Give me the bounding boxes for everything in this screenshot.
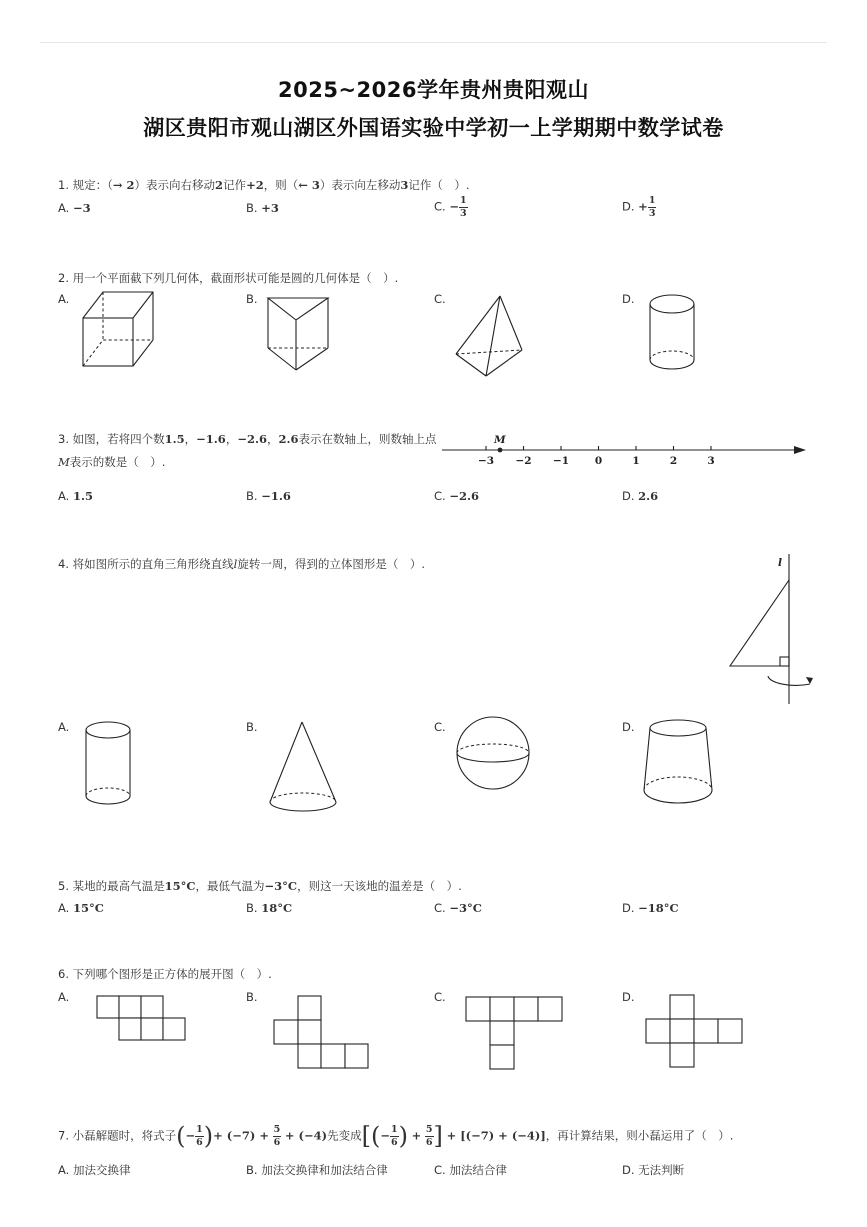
cone-option-figure <box>266 720 340 816</box>
q3-option-b[interactable]: B. −1.6 <box>246 489 291 503</box>
fraction: $\frac{1}{6}$ <box>390 1124 398 1148</box>
q3-option-d[interactable]: D. 2.6 <box>622 489 659 503</box>
number-line-tick-label: −3 <box>477 455 495 467</box>
triangular-prism-figure <box>262 292 334 372</box>
q7-option-b[interactable]: B. 加法交换律和加法结合律 <box>246 1163 388 1177</box>
fraction: $\frac{5}{6}$ <box>425 1124 433 1148</box>
question-1-text: 1. 规定：（→ 2）表示向右移动2记作+2，则（← 3）表示向左移动3记作（ ）. <box>58 178 470 192</box>
number-line-tick-label: 3 <box>707 455 715 467</box>
net-option-b-figure <box>273 995 371 1071</box>
q7-option-c[interactable]: C. 加法结合律 <box>434 1163 507 1177</box>
number-line-tick-label: 2 <box>669 455 678 467</box>
q4-option-d[interactable]: D. <box>622 720 635 734</box>
q6-option-d[interactable]: D. <box>622 990 635 1004</box>
number-line-tick-label: 1 <box>632 455 640 467</box>
arrow-head-icon <box>794 446 806 454</box>
q5-option-c[interactable]: C. −3°C <box>434 901 482 915</box>
net-option-d-figure <box>645 994 743 1068</box>
pyramid-figure <box>448 292 528 382</box>
fraction: $\frac{1}{3}$ <box>459 195 467 219</box>
fraction: $\frac{5}{6}$ <box>273 1124 281 1148</box>
question-7-text: 7. 小磊解题时，将式子(− $\frac{1}{6}$ )+ (−7) + $\frac{5}{6}$ + (−4)先变成[(− $\frac{1}{6}$ ) + $\frac{5}{6}$ ] + [(−7) + (−4)]，再计算结果，则小磊运用了（ ）. <box>58 1122 734 1150</box>
net-option-a-figure <box>96 995 188 1043</box>
number-line-tick-label: 0 <box>594 455 603 467</box>
number-line-tick-label: −2 <box>515 455 532 467</box>
exam-title-line1: 2025~2026学年贵州贵阳观山 <box>278 78 589 102</box>
line-l-label: l <box>778 557 782 569</box>
q5-option-b[interactable]: B. 18°C <box>246 901 293 915</box>
q1-option-c[interactable]: C. − $\frac{1}{3}$ <box>434 195 467 219</box>
q2-option-b[interactable]: B. <box>246 292 258 306</box>
sphere-option-figure <box>454 714 534 794</box>
q6-option-c[interactable]: C. <box>434 990 446 1004</box>
question-3-text-line2: M表示的数是（ ）. <box>58 455 166 469</box>
q1-option-a[interactable]: A. −3 <box>58 201 91 215</box>
q1-option-b[interactable]: B. +3 <box>246 201 279 215</box>
number-line-tick-label: −1 <box>552 455 570 467</box>
question-3-text-line1: 3. 如图，若将四个数1.5，−1.6，−2.6，2.6表示在数轴上，则数轴上点 <box>58 432 437 446</box>
question-5-text: 5. 某地的最高气温是15°C，最低气温为−3°C，则这一天该地的温差是（ ）. <box>58 879 462 893</box>
question-6-text: 6. 下列哪个图形是正方体的展开图（ ）. <box>58 967 272 981</box>
question-4-text: 4. 将如图所示的直角三角形绕直线l旋转一周，得到的立体图形是（ ）. <box>58 557 425 571</box>
fraction: $\frac{1}{6}$ <box>196 1124 203 1148</box>
q7-option-a[interactable]: A. 加法交换律 <box>58 1163 131 1177</box>
frustum-option-figure <box>640 718 718 810</box>
page-top-rule <box>40 42 827 43</box>
point-m <box>498 448 503 453</box>
q5-option-a[interactable]: A. 15°C <box>58 901 104 915</box>
q4-option-a[interactable]: A. <box>58 720 70 734</box>
q1-option-d[interactable]: D. + $\frac{1}{3}$ <box>622 195 656 219</box>
q5-option-d[interactable]: D. −18°C <box>622 901 679 915</box>
q2-option-a[interactable]: A. <box>58 292 70 306</box>
q4-option-c[interactable]: C. <box>434 720 446 734</box>
net-option-c-figure <box>465 996 565 1072</box>
point-m-label: M <box>494 434 506 446</box>
rotation-arrow-icon <box>806 677 813 684</box>
q2-option-d[interactable]: D. <box>622 292 635 306</box>
q2-option-c[interactable]: C. <box>434 292 446 306</box>
q7-option-d[interactable]: D. 无法判断 <box>622 1163 685 1177</box>
question-2-text: 2. 用一个平面截下列几何体，截面形状可能是圆的几何体是（ ）. <box>58 271 399 285</box>
cylinder-option-figure <box>82 718 138 810</box>
exam-title-line2: 湖区贵阳市观山湖区外国语实验中学初一上学期期中数学试卷 <box>143 116 724 140</box>
number-line <box>438 428 808 468</box>
q3-option-a[interactable]: A. 1.5 <box>58 489 93 503</box>
right-triangle-rotation-figure <box>722 552 814 708</box>
cylinder-figure <box>644 290 700 374</box>
q6-option-b[interactable]: B. <box>246 990 258 1004</box>
fraction: $\frac{1}{3}$ <box>648 195 656 219</box>
q3-option-c[interactable]: C. −2.6 <box>434 489 479 503</box>
q6-option-a[interactable]: A. <box>58 990 70 1004</box>
cube-figure <box>78 288 158 372</box>
q4-option-b[interactable]: B. <box>246 720 258 734</box>
